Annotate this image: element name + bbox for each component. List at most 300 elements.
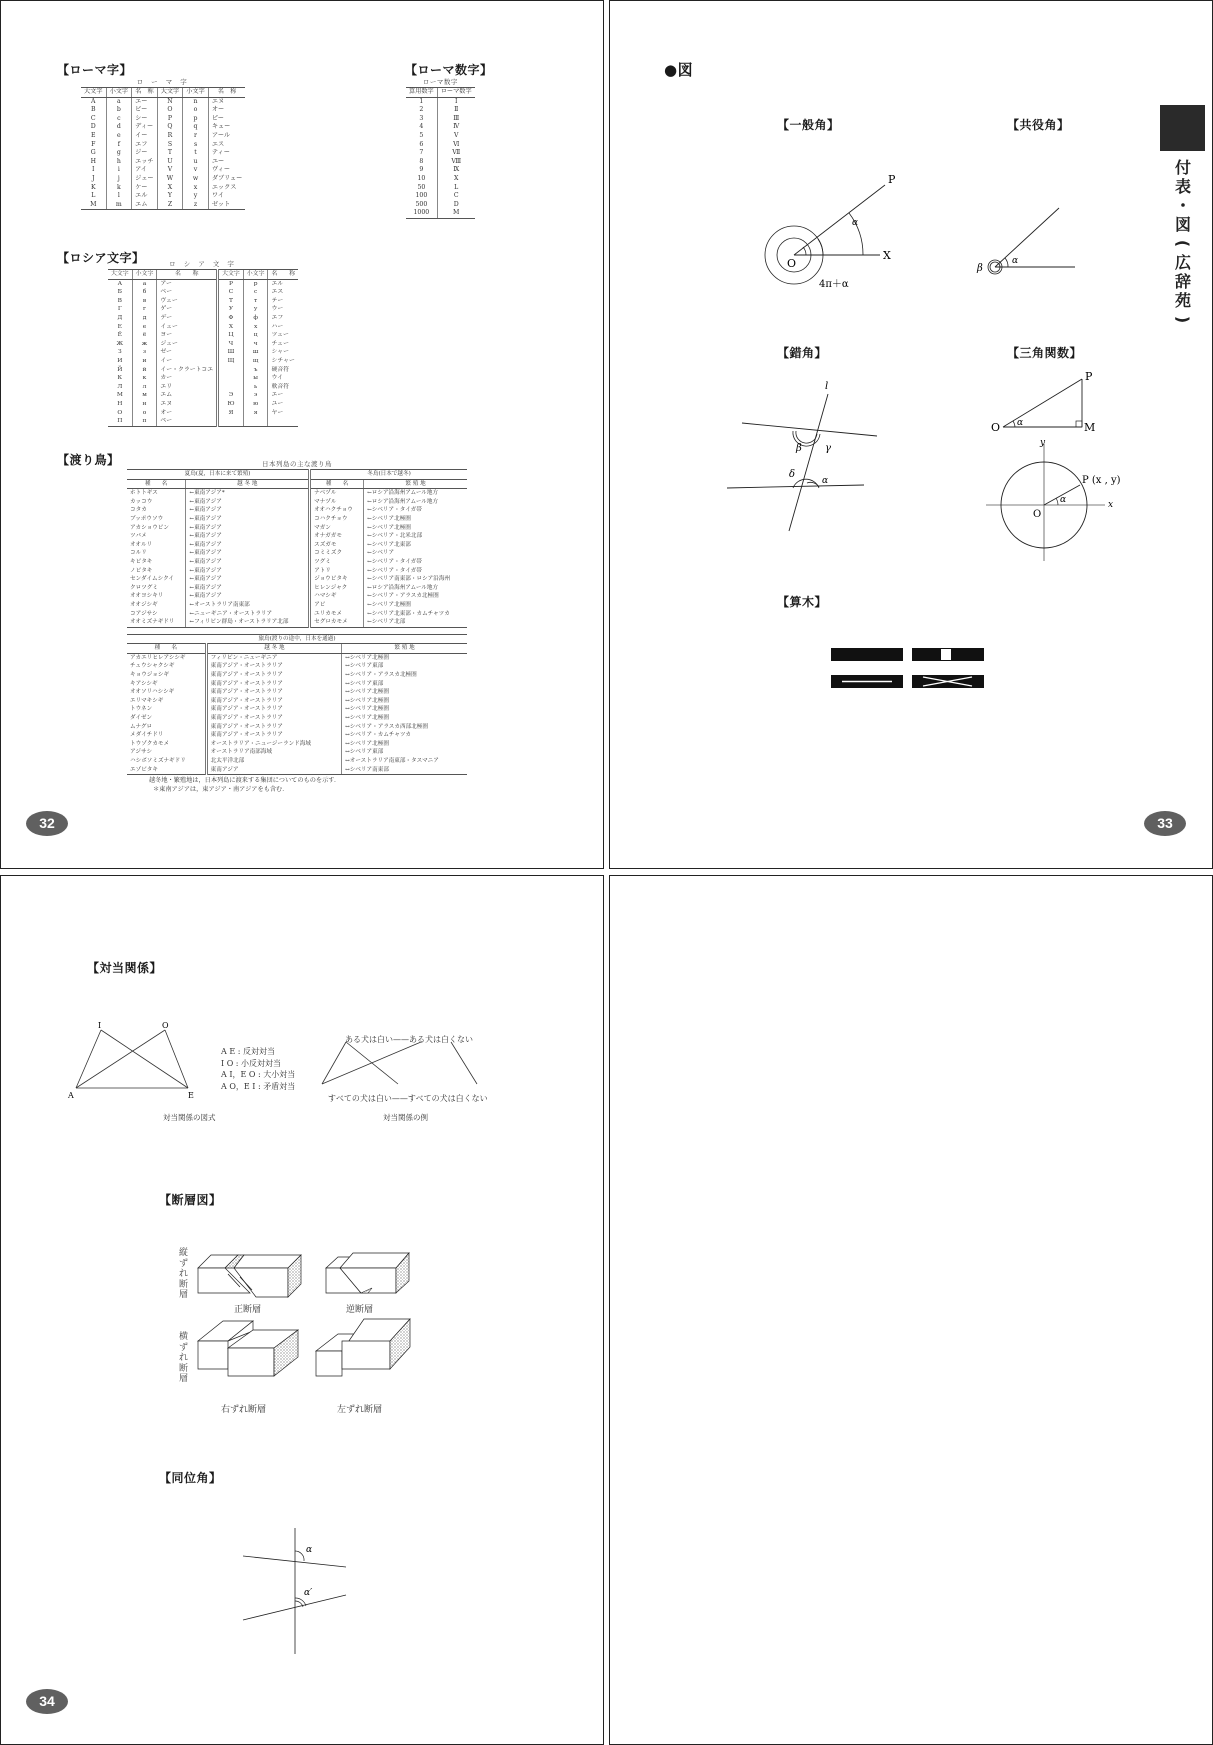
table-cell: スズガモ	[310, 541, 364, 550]
table-row	[127, 671, 467, 680]
table-cell: チェー	[268, 340, 298, 349]
right-lateral-fault-figure	[198, 1321, 298, 1376]
label-y: y	[1040, 438, 1046, 448]
table-cell: エル	[132, 192, 158, 201]
table-row	[406, 166, 475, 175]
table-cell: ←東南アジア	[186, 532, 310, 541]
table-cell: У	[218, 305, 244, 314]
table-cell: ヴィー	[208, 166, 245, 175]
roman-numeral-table-block	[406, 77, 475, 219]
table-cell: イー	[132, 132, 158, 141]
section-title-sangi: 【算木】	[777, 595, 828, 609]
table-cell: р	[243, 279, 268, 288]
chapter-side-label	[1170, 158, 1196, 329]
column-header: 名 称	[132, 88, 158, 98]
table-cell: Й	[117, 366, 123, 373]
table-cell: ←シベリア・タイガ帯	[364, 567, 467, 576]
table-cell: マガン	[310, 524, 364, 533]
birds-caption: 日本列島の主な渡り鳥	[262, 460, 332, 468]
table-cell: h	[106, 158, 132, 167]
table-cell: Л	[117, 383, 123, 390]
table-cell: з	[132, 348, 157, 357]
birds-note-2: ＊東南アジアは，東アジア・南アジアをも含む．	[153, 786, 289, 794]
table-row	[108, 297, 298, 306]
table-cell: ツグミ	[310, 558, 364, 567]
side-label-char: (	[1173, 239, 1193, 248]
transit-birds-group: 旅鳥(渡りの途中，日本を通過)	[127, 634, 467, 644]
table-cell: 10	[417, 174, 426, 182]
table-row	[127, 549, 467, 558]
romaji-table-block	[81, 77, 245, 210]
page-35-blank	[609, 875, 1213, 1745]
table-cell	[218, 383, 244, 392]
table-cell: z	[183, 201, 209, 210]
table-row	[127, 662, 467, 671]
fault-caption-normal: 正断層	[234, 1305, 262, 1315]
column-header: 種 名	[310, 479, 364, 489]
section-title-cyrillic: 【ロシア文字】	[57, 251, 145, 265]
table-cell: ←東南アジア	[186, 558, 310, 567]
table-cell: オー	[208, 106, 245, 115]
table-cell: コハクチョウ	[310, 515, 364, 524]
table-cell: エス	[268, 288, 298, 297]
table-row	[81, 184, 245, 193]
table-row	[81, 132, 245, 141]
table-cell: ナベヅル	[310, 489, 364, 498]
table-cell: ↔シベリア北極圏	[342, 688, 467, 697]
table-cell: ←シベリア・タイガ帯	[364, 506, 467, 515]
birds-notes	[149, 776, 467, 794]
table-cell: ジー	[132, 149, 158, 158]
column-header: 大文字	[108, 270, 132, 280]
table-cell: エックス	[208, 184, 245, 193]
table-cell: ヒレンジャク	[310, 584, 364, 593]
table-cell: д	[132, 314, 157, 323]
column-header: 大文字	[157, 88, 183, 98]
table-cell: ←シベリア	[364, 549, 467, 558]
table-cell: э	[243, 391, 268, 400]
table-cell: t	[183, 149, 209, 158]
table-cell: о	[132, 409, 157, 418]
example-top-right: ある犬は白くない	[409, 1035, 473, 1044]
table-cell: S	[157, 141, 183, 150]
table-cell: オオハクチョウ	[310, 506, 364, 515]
table-row	[406, 149, 475, 158]
section-title-conjugate-angle: 【共役角】	[1007, 118, 1070, 132]
opposition-legend	[221, 1046, 295, 1092]
table-cell: エフ	[268, 314, 298, 323]
table-cell: D	[90, 123, 96, 131]
table-cell: ダブリュー	[208, 175, 245, 184]
fault-row1-label: 縦ずれ断層	[179, 1248, 189, 1300]
table-cell: ←ロシア沿海州アムール地方	[364, 498, 467, 507]
table-row	[127, 766, 467, 775]
table-cell: コミミズク	[310, 549, 364, 558]
table-row	[127, 653, 467, 662]
table-cell: Р	[218, 279, 244, 288]
birds-table-block	[127, 459, 467, 794]
table-cell: ワイ	[208, 192, 245, 201]
table-row	[406, 175, 475, 184]
table-row	[127, 610, 467, 619]
table-cell: ヤー	[268, 409, 298, 418]
table-row	[127, 618, 467, 627]
label-X: X	[883, 249, 891, 262]
column-header: 大文字	[81, 88, 106, 98]
table-cell: アジサシ	[130, 749, 153, 756]
table-cell: ←ロシア沿海州アムール地方	[364, 489, 467, 498]
section-title-opposition: 【対当関係】	[87, 961, 163, 975]
table-cell: Б	[117, 289, 122, 296]
table-cell: ш	[243, 348, 268, 357]
table-row	[108, 279, 298, 288]
column-header: 名 称	[157, 270, 218, 280]
fault-row2-label: 横ずれ断層	[179, 1332, 189, 1384]
table-cell: トウネン	[130, 706, 153, 713]
table-cell: ダイゼン	[130, 715, 153, 722]
transit-birds-table	[127, 634, 467, 776]
table-cell: v	[183, 166, 209, 175]
table-cell: l	[106, 192, 132, 201]
side-label-char: 広	[1174, 253, 1191, 272]
table-cell: オオルリ	[130, 541, 153, 548]
table-cell: ↔シベリア東部	[342, 662, 467, 671]
table-cell: オーストラリア南部海域	[206, 748, 341, 757]
side-label-char: 付	[1174, 158, 1191, 177]
table-cell: ヨー	[157, 331, 218, 340]
table-cell: O	[157, 106, 183, 115]
table-row	[108, 314, 298, 323]
table-cell: Q	[157, 123, 183, 132]
section-title-romaji: 【ローマ字】	[57, 63, 133, 77]
table-cell	[218, 374, 244, 383]
table-cell: ペー	[157, 417, 218, 426]
table-cell: エゾビタキ	[127, 766, 206, 775]
table-cell: Е	[117, 323, 122, 330]
table-cell: Ⅰ	[437, 97, 474, 106]
label-beta: β	[977, 263, 983, 274]
column-header: 算用数字	[406, 88, 437, 98]
table-cell: アトリ	[310, 567, 364, 576]
table-cell: ю	[243, 400, 268, 409]
legend-ae: A E : 反対対当	[221, 1047, 275, 1056]
table-row	[127, 515, 467, 524]
table-row	[406, 141, 475, 150]
table-cell: х	[243, 323, 268, 332]
table-cell: Н	[117, 400, 123, 407]
table-cell: 東南アジア・オーストラリア	[206, 680, 341, 689]
table-cell: 東南アジア・オーストラリア	[206, 723, 341, 732]
cyrillic-table-block	[108, 259, 298, 427]
table-cell: с	[243, 288, 268, 297]
side-label-char: )	[1173, 315, 1193, 324]
table-cell: ч	[243, 340, 268, 349]
table-row	[406, 209, 475, 218]
section-title-fault: 【断層図】	[159, 1193, 222, 1207]
table-cell: К	[117, 375, 123, 382]
table-cell: g	[106, 149, 132, 158]
table-row	[127, 680, 467, 689]
table-row	[127, 757, 467, 766]
table-cell: L	[437, 184, 474, 193]
table-row	[127, 723, 467, 732]
table-cell: ←東南アジア	[186, 549, 310, 558]
table-cell: й	[132, 366, 157, 375]
table-row	[108, 417, 298, 426]
table-cell: C	[90, 114, 96, 122]
fault-diagrams	[196, 1241, 426, 1401]
column-header: 越 冬 地	[206, 644, 341, 654]
table-cell: Ⅹ	[437, 175, 474, 184]
table-cell: ←シベリア北東部	[364, 541, 467, 550]
left-lateral-fault-figure	[316, 1319, 410, 1376]
table-cell: チュウシャクシギ	[130, 663, 175, 670]
table-cell: г	[132, 305, 157, 314]
table-cell: 8	[419, 157, 424, 165]
table-cell: ↔オーストラリア南東部・タスマニア	[342, 757, 467, 766]
table-cell: c	[106, 115, 132, 124]
table-cell: ハマシギ	[310, 592, 364, 601]
table-row	[127, 524, 467, 533]
table-cell: 7	[419, 149, 424, 157]
table-cell: ←フィリピン群島・オーストラリア北部	[186, 618, 310, 627]
roman-numeral-caption: ローマ数字	[422, 78, 458, 86]
opposition-caption-right: 対当関係の例	[383, 1113, 428, 1122]
table-cell: トウゾクカモメ	[130, 740, 170, 747]
label-P: P	[888, 173, 896, 186]
birds-table	[127, 469, 467, 628]
column-header: 種 名	[127, 479, 186, 489]
table-cell: オオソリハシシギ	[130, 689, 175, 696]
table-cell: テー	[268, 297, 298, 306]
table-cell: エフ	[132, 141, 158, 150]
table-cell: o	[183, 106, 209, 115]
table-cell: ビー	[132, 106, 158, 115]
table-cell: ф	[243, 314, 268, 323]
table-cell: Ю	[218, 400, 244, 409]
example-top-left: ある犬は白い	[345, 1035, 393, 1044]
table-cell: Ⅱ	[437, 106, 474, 115]
table-cell: ↔シベリア・アラスカ北極圏	[342, 671, 467, 680]
table-cell: s	[183, 141, 209, 150]
column-header: ローマ数字	[437, 88, 474, 98]
table-cell: Ⅲ	[437, 115, 474, 124]
table-cell: キビタキ	[130, 558, 153, 565]
label-l: l	[825, 381, 829, 392]
table-row	[108, 348, 298, 357]
table-cell: В	[117, 297, 122, 304]
table-row	[127, 731, 467, 740]
section-title-trig: 【三角関数】	[1007, 346, 1083, 360]
table-cell: ←オーストラリア南東部	[186, 601, 310, 610]
table-cell: З	[118, 349, 122, 356]
table-cell: エル	[268, 279, 298, 288]
section-title-alternate-angle: 【錯角】	[777, 346, 828, 360]
table-cell: ジェー	[132, 175, 158, 184]
table-cell: フィリピン・ニューギニア	[206, 653, 341, 662]
label-I: I	[98, 1021, 102, 1030]
general-angle-diagram	[725, 169, 895, 299]
rod-1	[831, 648, 903, 661]
table-cell: ц	[243, 331, 268, 340]
table-cell: エス	[208, 141, 245, 150]
fault-caption-reverse: 逆断層	[346, 1305, 374, 1315]
table-row	[127, 740, 467, 749]
table-cell: ピー	[208, 115, 245, 124]
table-cell: Ё	[117, 332, 122, 339]
table-row	[108, 340, 298, 349]
table-cell: エリマキシギ	[130, 697, 164, 704]
label-alpha: α	[822, 476, 829, 486]
table-cell: Г	[117, 306, 122, 313]
table-cell: 500	[415, 200, 428, 208]
table-cell: A	[91, 97, 96, 105]
section-title-roman-numerals: 【ローマ数字】	[405, 63, 493, 77]
table-cell: i	[106, 166, 132, 175]
table-cell: ハシボソミズナギドリ	[130, 758, 186, 764]
table-cell: オーストラリア・ニュージーランド海域	[206, 740, 341, 749]
table-cell: ←シベリア・北米北部	[364, 532, 467, 541]
table-cell: x	[183, 184, 209, 193]
legend-ao-ei: A O，E I : 矛盾対当	[221, 1081, 296, 1091]
table-cell: в	[132, 297, 157, 306]
table-cell: メダイチドリ	[130, 732, 164, 739]
fault-caption-left-lateral: 左ずれ断層	[337, 1405, 383, 1415]
table-cell: イェー	[157, 323, 218, 332]
label-formula: 4π＋α	[819, 279, 849, 290]
side-label-char: 表	[1174, 177, 1191, 196]
table-cell: ↔シベリア・カムチャツカ	[342, 731, 467, 740]
table-cell: ヴェー	[157, 297, 218, 306]
table-cell: Ч	[218, 340, 244, 349]
table-row	[81, 201, 245, 210]
table-cell: P	[157, 115, 183, 124]
table-cell: U	[157, 158, 183, 167]
table-row	[108, 409, 298, 418]
table-cell: е	[132, 323, 157, 332]
table-cell: カッコウ	[130, 498, 153, 505]
table-cell: ←シベリア北極圏	[364, 524, 467, 533]
page-number-32: 32	[26, 811, 68, 836]
column-header: 名 称	[268, 270, 298, 280]
table-cell: п	[132, 417, 157, 426]
table-cell: а	[132, 279, 157, 288]
table-cell: ユー	[268, 400, 298, 409]
table-cell: r	[183, 132, 209, 141]
table-cell: エム	[132, 201, 158, 210]
chapter-side-tab	[1160, 105, 1205, 151]
label-A: A	[68, 1091, 74, 1100]
table-cell: ツェー	[268, 331, 298, 340]
table-cell: ↔シベリア東部	[342, 748, 467, 757]
table-cell: ゼット	[208, 201, 245, 210]
table-cell: w	[183, 175, 209, 184]
table-cell: アー	[157, 279, 218, 288]
table-cell: オオヨシキリ	[130, 593, 164, 600]
table-row	[127, 558, 467, 567]
table-cell: Х	[218, 323, 244, 332]
table-cell: ゼー	[157, 348, 218, 357]
table-cell: Ф	[218, 314, 244, 323]
trig-diagram	[980, 366, 1155, 566]
table-row	[406, 106, 475, 115]
romaji-table	[81, 87, 245, 210]
example-bottom-right: すべての犬は白くない	[407, 1094, 488, 1103]
table-cell: イー	[157, 357, 218, 366]
table-cell: Щ	[218, 357, 244, 366]
table-cell: e	[106, 132, 132, 141]
table-cell: C	[437, 192, 474, 201]
table-cell: ←ロシア沿海州アムール地方	[364, 584, 467, 593]
table-row	[108, 400, 298, 409]
table-row	[127, 506, 467, 515]
table-cell: Я	[218, 409, 244, 418]
table-cell: クロツグミ	[130, 584, 158, 591]
table-cell: Т	[218, 297, 244, 306]
table-cell: V	[157, 166, 183, 175]
table-cell: Ц	[218, 331, 244, 340]
table-cell: ←東南アジア	[186, 575, 310, 584]
table-cell: Ⅷ	[437, 158, 474, 167]
table-row	[108, 331, 298, 340]
section-title-corresponding-angle: 【同位角】	[159, 1471, 222, 1485]
table-row	[127, 567, 467, 576]
table-cell: и	[132, 357, 157, 366]
table-row	[108, 383, 298, 392]
table-row	[108, 357, 298, 366]
table-cell: u	[183, 158, 209, 167]
table-cell: 4	[419, 123, 424, 131]
table-cell: R	[157, 132, 183, 141]
table-cell: H	[90, 157, 96, 165]
table-cell: 東南アジア・オーストラリア	[206, 731, 341, 740]
column-header: 繁 殖 地	[364, 479, 467, 489]
table-cell: n	[183, 97, 209, 106]
table-cell: ←東南アジア	[186, 506, 310, 515]
romaji-caption: ロ ー マ 字	[136, 78, 190, 86]
table-cell: デー	[157, 314, 218, 323]
label-x: x	[1108, 500, 1114, 510]
table-row	[81, 123, 245, 132]
table-row	[127, 575, 467, 584]
table-cell: m	[106, 201, 132, 210]
table-cell: エッチ	[132, 158, 158, 167]
table-cell: ノビタキ	[130, 567, 153, 574]
table-cell: ←東南アジア	[186, 515, 310, 524]
table-row	[108, 305, 298, 314]
table-row	[406, 115, 475, 124]
table-cell: ъ	[243, 366, 268, 375]
table-cell: L	[91, 192, 96, 200]
table-cell: П	[108, 417, 132, 426]
table-cell: p	[183, 115, 209, 124]
table-cell: 100	[415, 192, 428, 200]
table-cell: Ⅵ	[437, 141, 474, 150]
table-cell: 6	[419, 140, 424, 148]
table-cell: Ⅶ	[437, 149, 474, 158]
label-alpha2: α	[1060, 495, 1067, 505]
table-cell: ←ニューギニア・オーストラリア	[186, 610, 310, 619]
table-cell: 東南アジア・オーストラリア	[206, 714, 341, 723]
table-cell: л	[132, 383, 157, 392]
table-cell: ムナグロ	[130, 723, 153, 730]
table-row	[81, 149, 245, 158]
column-header: 繁 殖 地	[342, 644, 467, 654]
figures-heading: ●図	[664, 61, 694, 79]
column-header: 小文字	[243, 270, 268, 280]
table-row	[108, 391, 298, 400]
cyrillic-caption: ロ シ ア 文 字	[169, 260, 237, 268]
